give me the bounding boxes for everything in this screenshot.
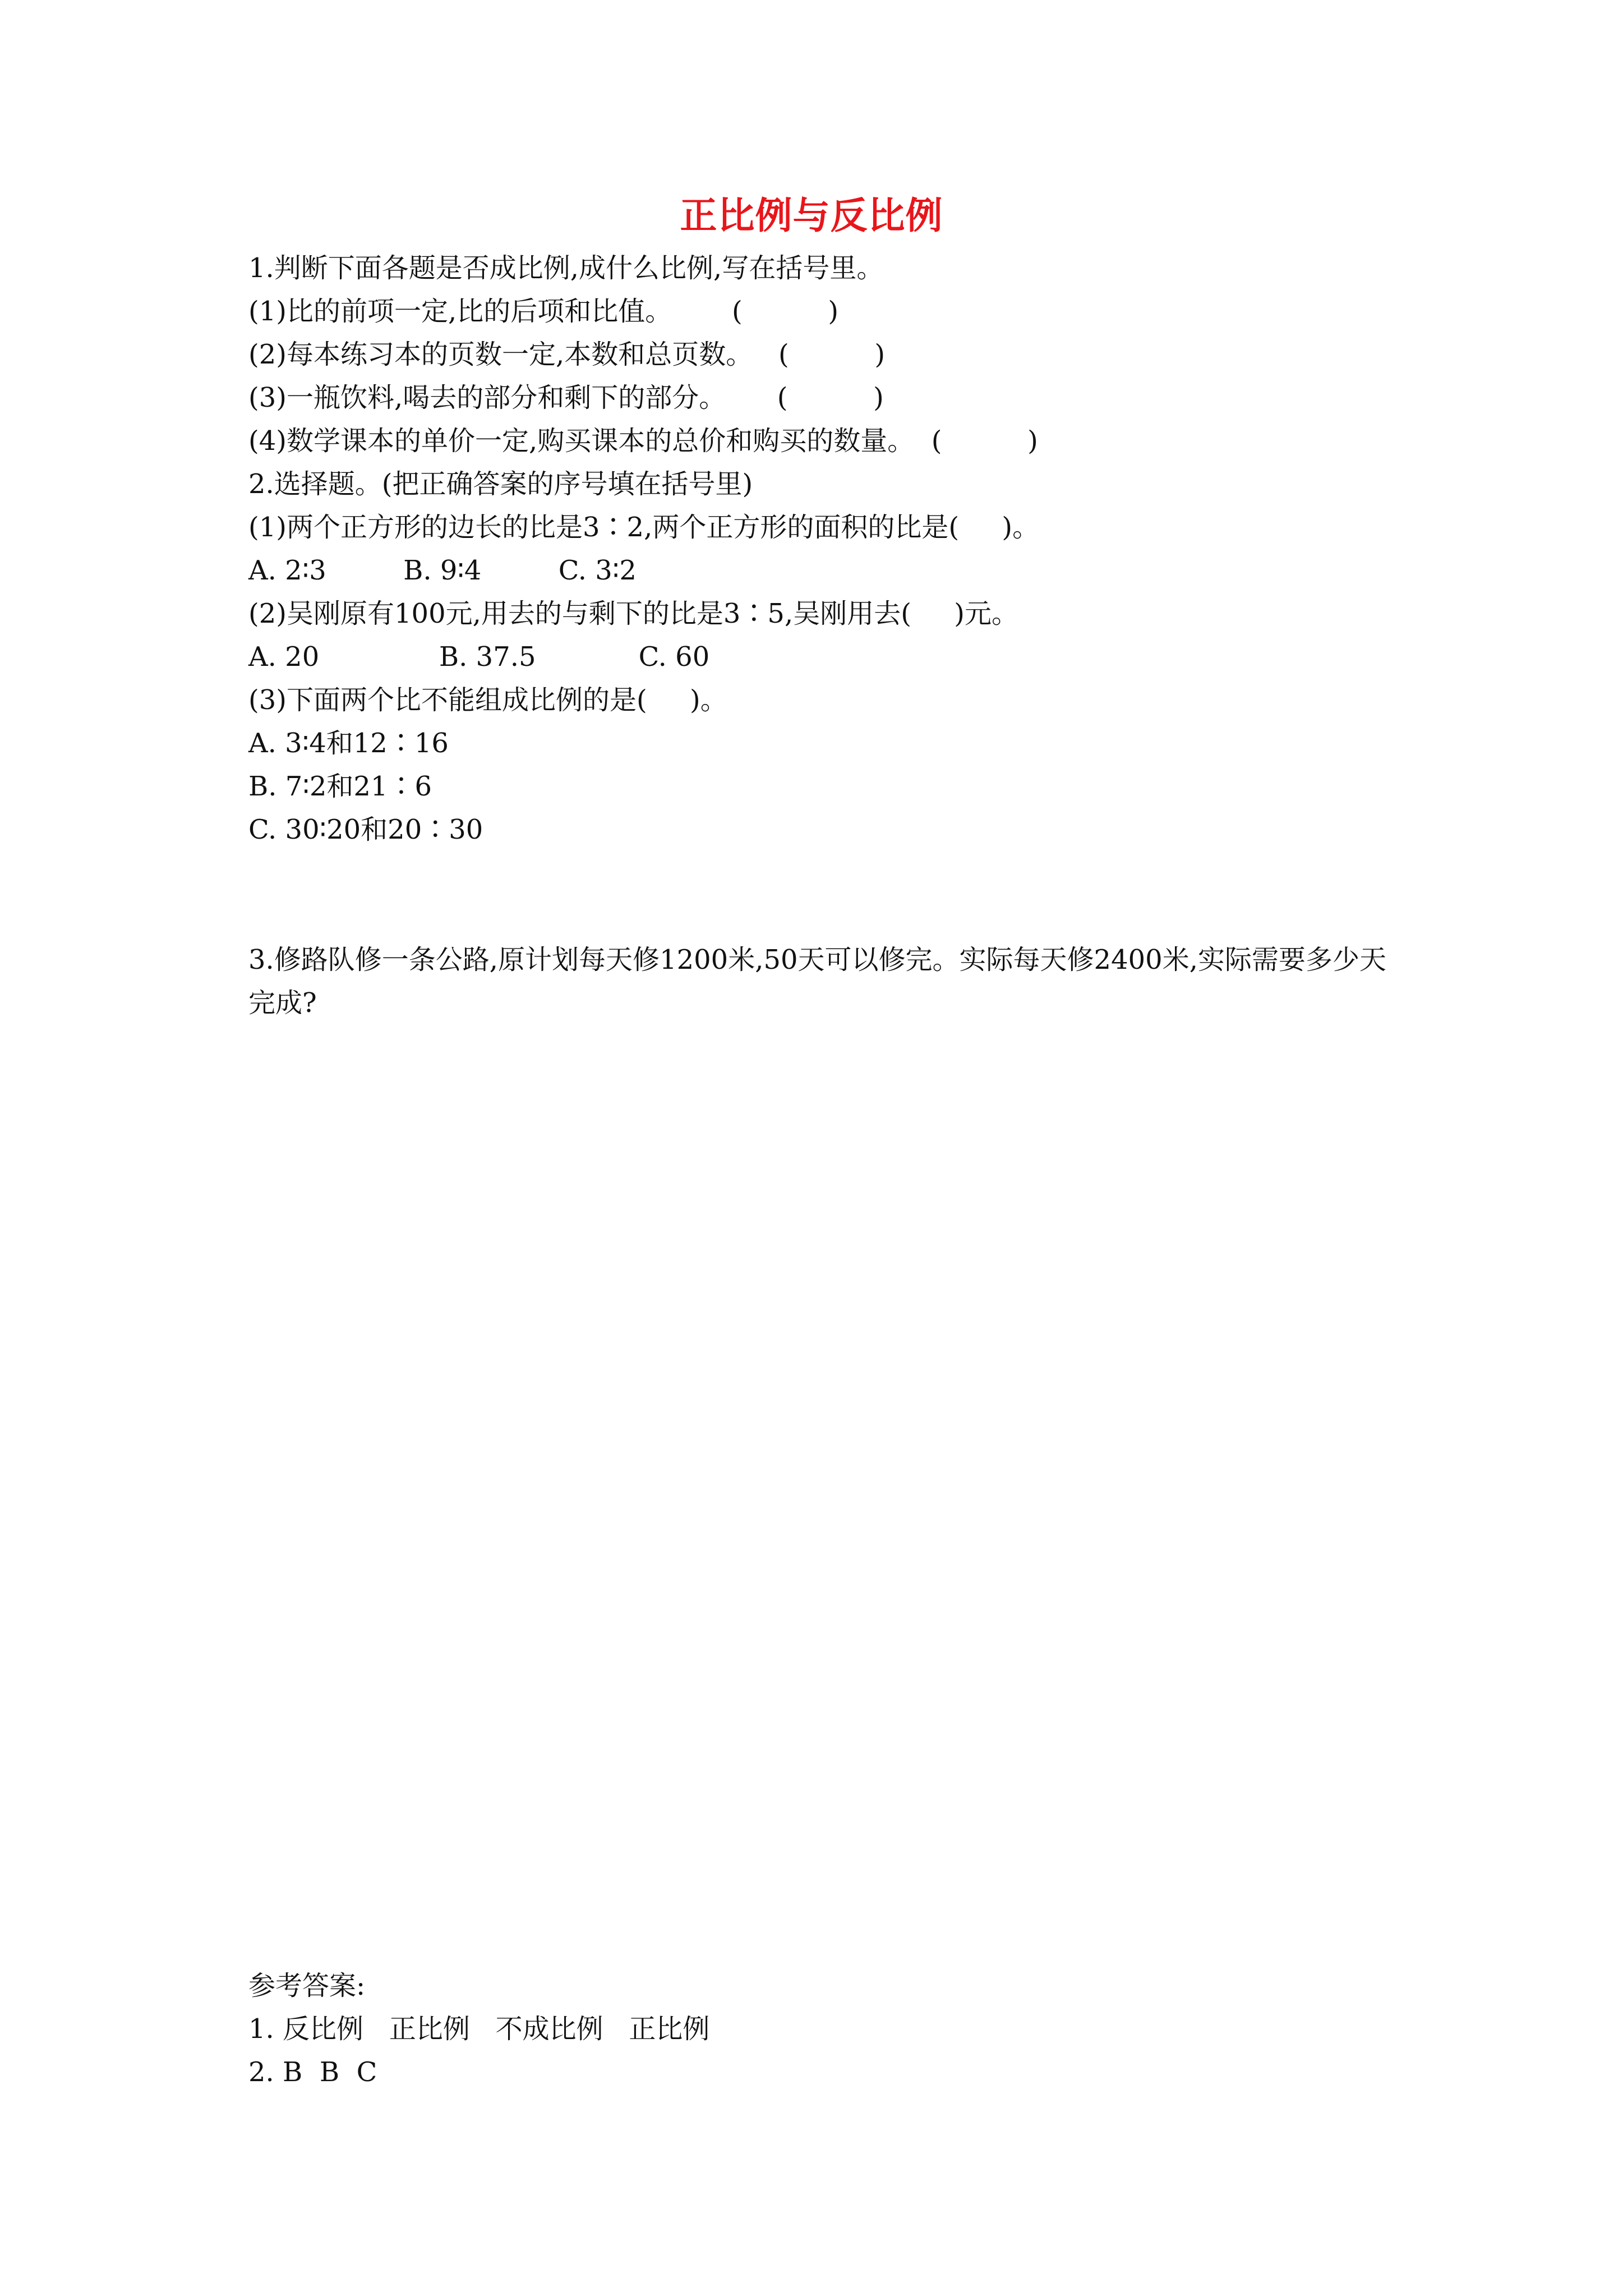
q2-heading: 2.选择题。(把正确答案的序号填在括号里) bbox=[248, 468, 753, 500]
q2-sub2-question: (2)吴刚原有100元,用去的与剩下的比是3∶5,吴刚用去( )元。 bbox=[248, 598, 1018, 629]
q2-sub1-options: A. 2∶3 B. 9∶4 C. 3∶2 bbox=[248, 555, 637, 586]
q1-item-1: (1)比的前项一定,比的后项和比值。 ( ) bbox=[248, 296, 839, 327]
q1-item-2: (2)每本练习本的页数一定,本数和总页数。 ( ) bbox=[248, 339, 886, 370]
q2-sub3-question: (3)下面两个比不能组成比例的是( )。 bbox=[248, 684, 727, 716]
q2-sub1-question: (1)两个正方形的边长的比是3∶2,两个正方形的面积的比是( )。 bbox=[248, 512, 1040, 543]
worksheet-body bbox=[248, 247, 1409, 1025]
q3-question: 3.修路队修一条公路,原计划每天修1200米,50天可以修完。实际每天修2400米,实际需要多少天完成? bbox=[248, 944, 1386, 1019]
answer-key bbox=[248, 1964, 1409, 2094]
q2-sub3-option-c: C. 30∶20和20∶30 bbox=[248, 814, 483, 845]
answer-heading: 参考答案: bbox=[248, 1970, 366, 2001]
answer-line-1: 1. 反比例 正比例 不成比例 正比例 bbox=[248, 2013, 710, 2045]
q2-sub3-option-a: A. 3∶4和12∶16 bbox=[248, 728, 449, 759]
spacer bbox=[248, 852, 1409, 938]
page-title: 正比例与反比例 bbox=[680, 194, 943, 237]
q2-sub3-option-b: B. 7∶2和21∶6 bbox=[248, 771, 432, 802]
q2-sub2-options: A. 20 B. 37.5 C. 60 bbox=[248, 641, 710, 673]
q1-item-3: (3)一瓶饮料,喝去的部分和剩下的部分。 ( ) bbox=[248, 382, 884, 413]
q1-heading: 1.判断下面各题是否成比例,成什么比例,写在括号里。 bbox=[248, 252, 884, 284]
q1-item-4: (4)数学课本的单价一定,购买课本的总价和购买的数量。 ( ) bbox=[248, 425, 1038, 457]
answer-line-2: 2. B B C bbox=[248, 2056, 377, 2088]
